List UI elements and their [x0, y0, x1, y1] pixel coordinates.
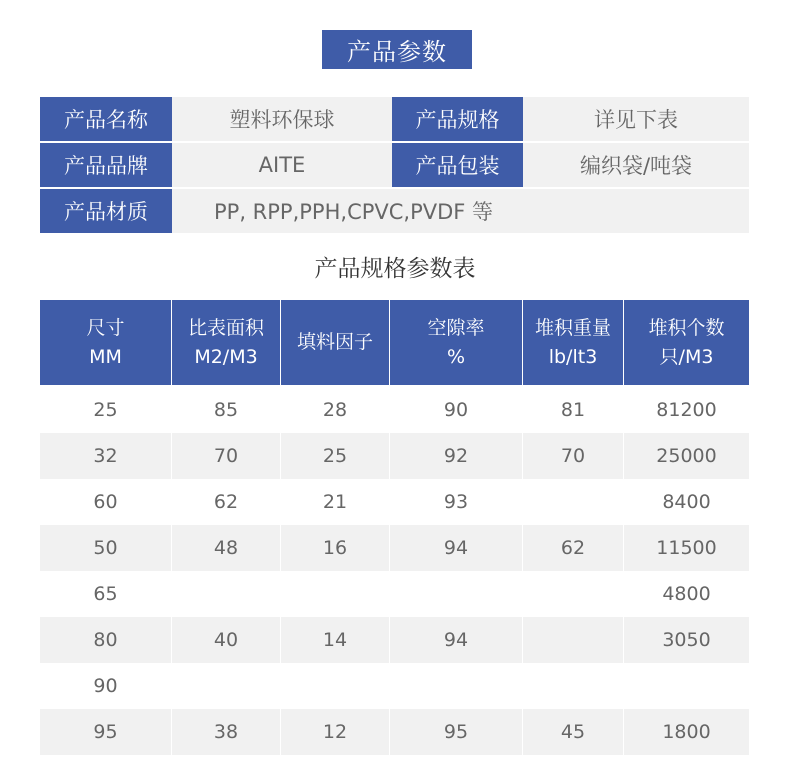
- table-cell: 60: [40, 479, 172, 525]
- table-cell: 21: [281, 479, 390, 525]
- table-cell: [523, 617, 624, 663]
- table-cell: 94: [390, 617, 523, 663]
- table-cell: 94: [390, 525, 523, 571]
- header-cell: [624, 300, 749, 385]
- header-line2: %: [446, 345, 466, 368]
- table-row: [40, 525, 749, 571]
- header-line1: 空隙率: [427, 316, 485, 339]
- info-value-material: PP, RPP,PPH,CPVC,PVDF 等: [214, 200, 494, 224]
- table-cell: 81: [523, 387, 624, 433]
- table-cell: 48: [172, 525, 281, 571]
- product-info-table: [40, 97, 749, 235]
- table-cell: 90: [390, 387, 523, 433]
- info-label-material: 产品材质: [40, 189, 172, 233]
- table-cell: 40: [172, 617, 281, 663]
- header-cell: [390, 300, 523, 385]
- header-line2: M2/M3: [194, 345, 258, 368]
- table-cell: [390, 663, 523, 709]
- table-cell: 8400: [662, 491, 711, 513]
- table-cell: 11500: [656, 537, 717, 559]
- header-line2: lb/lt3: [548, 345, 598, 368]
- table-cell: 16: [281, 525, 390, 571]
- info-row-name: [40, 97, 749, 141]
- table-cell: [172, 663, 281, 709]
- table-cell: 1800: [662, 721, 711, 743]
- header-line1: 尺寸: [86, 316, 125, 339]
- table-cell: 85: [172, 387, 281, 433]
- table-row: [40, 663, 749, 709]
- info-value-spec: 详见下表: [594, 108, 678, 132]
- info-label-brand: 产品品牌: [40, 143, 172, 187]
- table-cell: 90: [40, 663, 172, 709]
- table-cell: 62: [523, 525, 624, 571]
- info-label-spec: 产品规格: [392, 97, 523, 141]
- table-cell: 92: [390, 433, 523, 479]
- info-value-brand: AITE: [258, 153, 306, 177]
- table-cell: [172, 571, 281, 617]
- info-label-package: 产品包装: [392, 143, 523, 187]
- spec-table: [40, 300, 749, 755]
- table-cell: 81200: [656, 399, 717, 421]
- table-cell: 95: [390, 709, 523, 755]
- spec-table-title: 产品规格参数表: [314, 256, 476, 282]
- spec-table-body: [40, 387, 749, 755]
- table-cell: [624, 663, 749, 709]
- table-row: [40, 387, 749, 433]
- table-cell: 70: [523, 433, 624, 479]
- table-cell: 80: [40, 617, 172, 663]
- table-row: [40, 571, 749, 617]
- table-cell: 95: [40, 709, 172, 755]
- header-line1: 填料因子: [296, 331, 373, 353]
- info-label-name: 产品名称: [40, 97, 172, 141]
- header-line2: 只/M3: [659, 345, 714, 368]
- table-row: [40, 433, 749, 479]
- table-row: [40, 617, 749, 663]
- table-cell: 25000: [656, 445, 717, 467]
- table-cell: 32: [40, 433, 172, 479]
- table-cell: 50: [40, 525, 172, 571]
- header-cell: [281, 300, 390, 385]
- table-cell: [523, 663, 624, 709]
- table-cell: 45: [523, 709, 624, 755]
- header-line1: 比表面积: [187, 316, 264, 339]
- header-line2: MM: [89, 345, 122, 368]
- header-cell: [40, 300, 172, 385]
- info-row-brand: [40, 143, 749, 187]
- table-row: [40, 709, 749, 755]
- table-cell: 62: [172, 479, 281, 525]
- header-cell: [172, 300, 281, 385]
- table-cell: 25: [281, 433, 390, 479]
- header-line1: 堆积重量: [534, 316, 611, 339]
- info-value-name: 塑料环保球: [229, 108, 335, 132]
- table-cell: 70: [172, 433, 281, 479]
- table-cell: [281, 663, 390, 709]
- table-cell: [523, 479, 624, 525]
- spec-table-header: [40, 300, 749, 385]
- table-cell: 38: [172, 709, 281, 755]
- table-cell: [390, 571, 523, 617]
- table-cell: 93: [390, 479, 523, 525]
- table-cell: 3050: [662, 629, 711, 651]
- table-cell: 14: [281, 617, 390, 663]
- table-cell: [281, 571, 390, 617]
- table-cell: [523, 571, 624, 617]
- table-row: [40, 479, 749, 525]
- header-line1: 堆积个数: [648, 316, 725, 339]
- table-cell: 65: [40, 571, 172, 617]
- info-value-package: 编织袋/吨袋: [579, 154, 693, 178]
- table-cell: 12: [281, 709, 390, 755]
- page-title: 产品参数: [322, 30, 472, 69]
- table-cell: 25: [40, 387, 172, 433]
- table-cell: 4800: [662, 583, 711, 605]
- table-cell: 28: [281, 387, 390, 433]
- header-cell: [523, 300, 624, 385]
- info-row-material: [40, 189, 749, 233]
